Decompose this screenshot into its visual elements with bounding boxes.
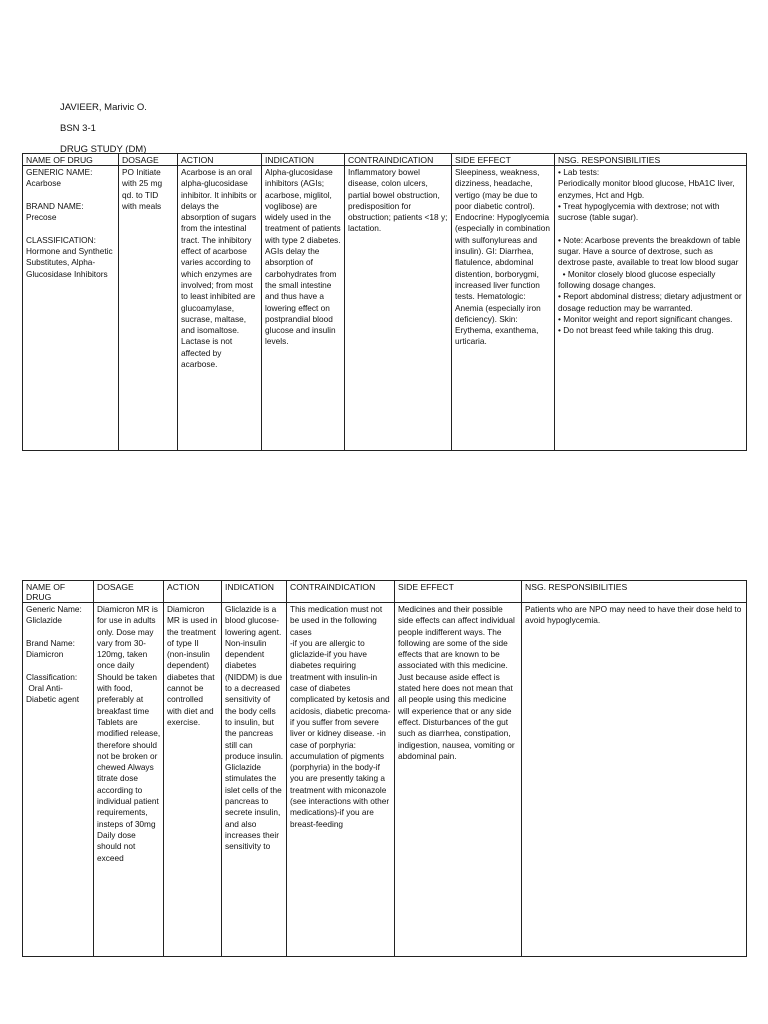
column-header-contraindication: CONTRAINDICATION	[345, 154, 452, 166]
cell-text: Acarbose is an oral alpha-glucosidase inhibitor. It inhibits or delays the absorption of sugars from the intestinal tract. The inhibitory effect of acarbose varies according to which enzymes are involved; from most to least inhibited are glucoamylase, sucrase, maltase, and isomaltose. Lactase is not affected by acarbose.	[181, 167, 259, 370]
column-header-dosage: DOSAGE	[94, 581, 164, 603]
column-header-side-effect: SIDE EFFECT	[395, 581, 522, 603]
cell-text: GENERIC NAME: Acarbose BRAND NAME: Precose CLASSIFICATION: Hormone and Synthetic Substitutes, Alpha-Glucosidase Inhibitors	[26, 167, 113, 279]
cell-text: Sleepiness, weakness, dizziness, headache, vertigo (may be due to poor diabetic control). Endocrine: Hypoglycemia (especially in combination with sulfonylureas and insulin). GI: Diarrhea, flatulence, abdominal distention, borborygmi, increased liver function tests. Hematologic: Anemia (especially iron deficiency). Skin: Erythema, exanthema, urticaria.	[455, 167, 553, 347]
column-header-contraindication: CONTRAINDICATION	[287, 581, 395, 603]
cell-drug-name	[23, 603, 94, 957]
cell-text: PO Initiate with 25 mg qd. to TID with meals	[122, 167, 165, 211]
column-header-indication: INDICATION	[262, 154, 345, 166]
column-header-nsg: NSG. RESPONSIBILITIES	[555, 154, 747, 166]
table-header-row	[23, 581, 747, 603]
cell-text: Diamicron MR is used in the treatment of type II (non-insulin dependent) diabetes that cannot be controlled with diet and exercise.	[167, 604, 220, 727]
column-header-name: NAME OF DRUG	[23, 154, 119, 166]
cell-text: Medicines and their possible side effects can affect individual people indifferent ways. The following are some of the side effects that are known to be associated with this medicine. Just because aside effect is stated here does not mean that all people using this medicine will experience that or any side effect. Disturbances of the gut such as diarrhea, constipation, indigestion, nausea, vomiting or abdominal pain.	[398, 604, 518, 761]
drug-study-table-acarbose	[22, 153, 747, 451]
column-header-action: ACTION	[164, 581, 222, 603]
column-header-name: NAME OF DRUG	[23, 581, 94, 603]
student-section: BSN 3-1	[60, 123, 96, 134]
cell-action	[164, 603, 222, 957]
cell-text: Diamicron MR is for use in adults only. Dose may vary from 30-120mg, taken once daily Should be taken with food, preferably at breakfast time Tablets are modified release, therefore should not be broken or chewed Always titrate dose according to individual patient requirements, insteps of 30mg Daily dose should not exceed	[97, 604, 163, 863]
student-name: JAVIEER, Marivic O.	[60, 102, 147, 113]
cell-text: Inflammatory bowel disease, colon ulcers, partial bowel obstruction, predisposition for obstruction; patients <18 y; lactation.	[348, 167, 450, 234]
cell-indication	[222, 603, 287, 957]
column-header-nsg: NSG. RESPONSIBILITIES	[522, 581, 747, 603]
table-header-row	[23, 154, 747, 166]
cell-text: Gliclazide is a blood glucose-lowering agent. Non-insulin dependent diabetes (NIDDM) is due to a decreased sensitivity of the body cells to insulin, but the pancreas still can produce insulin. Gliclazide stimulates the islet cells of the pancreas to secrete insulin, and also increases their sensitivity to	[225, 604, 286, 852]
cell-text: This medication must not be used in the following cases -if you are allergic to gliclazide-if you have diabetes requiring treatment with insulin-in case of diabetes complicated by ketosis and acidosis, diabetic precoma-if you suffer from severe liver or kidney disease. -in case of porphyria: accumulation of pigments (porphyria) in the body-if you are presently taking a treatment with miconazole (see interactions with other medications)-if you are breast-feeding	[290, 604, 391, 829]
cell-side-effect	[395, 603, 522, 957]
cell-contraindication	[287, 603, 395, 957]
cell-dosage	[119, 166, 178, 451]
document-header	[60, 97, 147, 160]
cell-text: Alpha-glucosidase inhibitors (AGIs; acarbose, miglitol, voglibose) are widely used in the treatment of patients with type 2 diabetes. AGIs delay the absorption of carbohydrates from the small intestine and thus have a lowering effect on postprandial blood glucose and insulin levels.	[265, 167, 343, 347]
column-header-action: ACTION	[178, 154, 262, 166]
column-header-indication: INDICATION	[222, 581, 287, 603]
column-header-side-effect: SIDE EFFECT	[452, 154, 555, 166]
cell-nsg	[522, 603, 747, 957]
table-row	[23, 166, 747, 451]
cell-indication	[262, 166, 345, 451]
drug-study-table-gliclazide	[22, 580, 747, 957]
cell-text: • Lab tests: Periodically monitor blood glucose, HbA1C liver, enzymes, Hct and Hgb. • Treat hypoglycemia with dextrose; not with sucrose (table sugar). • Note: Acarbose prevents the breakdown of table sugar. Have a source of dextrose, such as dextrose paste, available to treat low blood sugar • Monitor closely blood glucose especially following dosage changes. • Report abdominal distress; dietary adjustment or dosage reduction may be warranted. • Monitor weight and report significant changes. • Do not breast feed while taking this drug.	[558, 167, 742, 336]
cell-drug-name	[23, 166, 119, 451]
cell-text: Patients who are NPO may need to have their dose held to avoid hypoglycemia.	[525, 604, 744, 626]
table-row	[23, 603, 747, 957]
document-title: DRUG STUDY (DM)	[60, 144, 147, 155]
cell-dosage	[94, 603, 164, 957]
cell-nsg	[555, 166, 747, 451]
cell-text: Generic Name: Gliclazide Brand Name: Diamicron Classification: Oral Anti-Diabetic agent	[26, 604, 82, 705]
cell-side-effect	[452, 166, 555, 451]
column-header-dosage: DOSAGE	[119, 154, 178, 166]
cell-action	[178, 166, 262, 451]
cell-contraindication	[345, 166, 452, 451]
